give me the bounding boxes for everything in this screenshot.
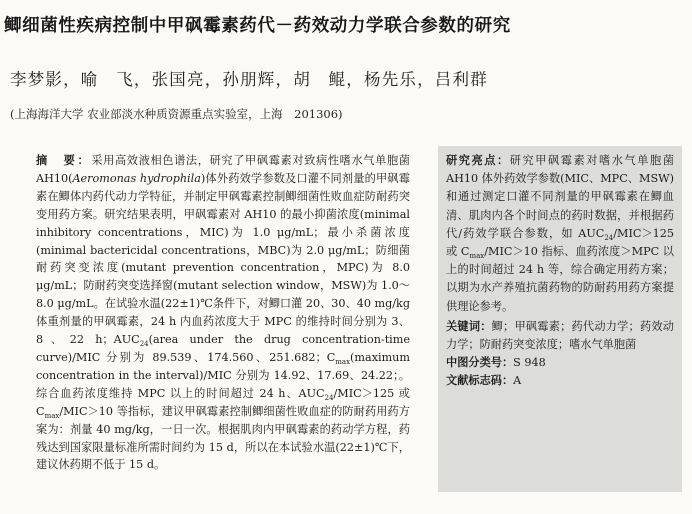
abstract-text-part: (area under the drug concentration-time curve)/MIC 分别为 89.539、174.560、251.682；C	[36, 333, 410, 364]
doc-code-paragraph	[446, 372, 674, 390]
abstract-block	[36, 152, 410, 474]
subscript: 24	[324, 394, 334, 403]
keywords-text: 鲫；甲砜霉素；药代动力学；药效动力学；防耐药突变浓度；嗜水气单胞菌	[446, 319, 674, 352]
abstract-text-part: /MIC＞10 等指标，建议甲砜霉素控制鲫细菌性败血症的防耐药用药方案为：剂量 40 mg/kg，一日一次。根据肌肉内甲砜霉素的药动学方程，药残达到国家限量标准所需时间约为 15 d，所以在本试验水温(22±1)℃下，建议休药期不低于 15 d。	[36, 404, 410, 472]
species-name: Aeromonas hydrophila	[72, 171, 201, 185]
author-list: 李梦影，喻 飞，张国亮，孙朋辉，胡 鲲，杨先乐，吕利群	[10, 70, 488, 89]
highlights-sidebar	[438, 146, 682, 492]
subscript: 24	[604, 234, 614, 243]
keywords-label: 关键词：	[446, 319, 492, 333]
abstract-text-part: )体外药效学参数及口灌不同剂量的甲砜霉素在鲫体内药代动力学特征，并制定甲砜霉素控制鲫细菌性败血症防耐药突变用药方案。研究结果表明，甲砜霉素对 AH10 的最小抑菌浓度(minimal inhibitory concentrations，MIC)为 1.0 μg/mL；最小杀菌浓度(minimal bactericidal concentrations，MBC)为 2.0 μg/mL；防细菌耐药突变浓度(mutant prevention concentration，MPC)为 8.0 μg/mL；防耐药突变选择窗(mutant selection window，MSW)为 1.0～8.0 μg/mL。在试验水温(22±1)℃条件下，对鲫口灌 20、30、40 mg/kg 体重剂量的甲砜霉素，24 h 内血药浓度大于 MPC 的维持时间分别为 3、8、22 h；AUC	[36, 171, 410, 347]
subscript: 24	[139, 340, 149, 349]
abstract-text-part: /MIC＞125 或 C	[36, 386, 410, 418]
subscript: max	[335, 358, 351, 367]
clc-value: S 948	[513, 356, 546, 370]
abstract-text-part: (maximum concentration in the interval)/MIC 分别为 14.92、17.69、24.22；。综合血药浓度维持 MPC 以上的时间超过 24 h、AUC	[36, 350, 410, 400]
doc-code-value: A	[513, 374, 522, 388]
subscript: max	[469, 252, 485, 261]
highlights-text-part: /MIC＞10 指标、血药浓度＞MPC 以上的时间超过 24 h 等，综合确定用药方案；以期为水产养殖抗菌药物的防耐药用药方案提供理论参考。	[446, 245, 674, 313]
article-title: 鲫细菌性疾病控制中甲砜霉素药代－药效动力学联合参数的研究	[4, 16, 511, 36]
highlights-paragraph	[446, 152, 674, 316]
highlights-text-part: /MIC＞125 或 C	[446, 226, 674, 259]
highlights-text-part: 研究甲砜霉素对嗜水气单胞菌 AH10 体外药效学参数(MIC、MPC、MSW)和通过测定口灌不同剂量的甲砜霉素在鲫血清、肌肉内各个时间点的药时数据，并根据药代/药效学联合参数，如 AUC	[446, 154, 674, 240]
keywords-paragraph	[446, 318, 674, 354]
doc-code-label: 文献标志码：	[446, 374, 514, 388]
abstract-label: 摘 要：	[36, 154, 92, 167]
affiliation: (上海海洋大学 农业部淡水种质资源重点实验室，上海 201306)	[10, 107, 343, 121]
highlights-label: 研究亮点：	[446, 154, 510, 167]
clc-label: 中图分类号：	[446, 356, 514, 370]
subscript: max	[44, 411, 60, 420]
clc-paragraph	[446, 354, 674, 372]
abstract-text-part: 采用高效液相色谱法，研究了甲砜霉素对致病性嗜水气单胞菌 AH10(	[36, 154, 410, 185]
